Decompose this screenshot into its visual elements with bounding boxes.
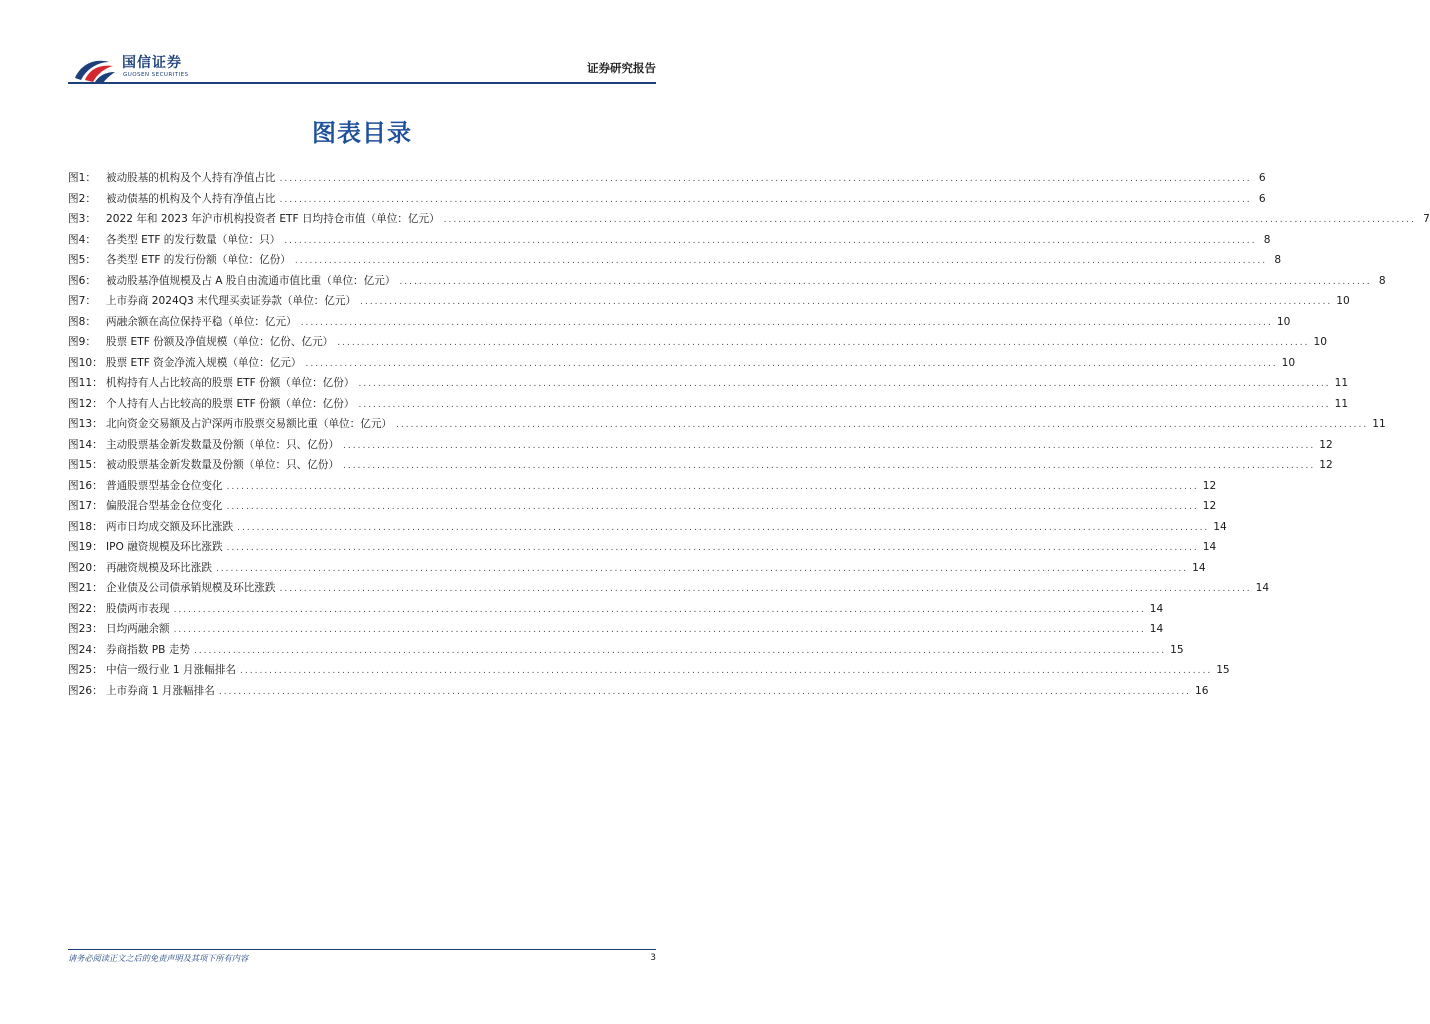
toc-entry[interactable] [68,271,1386,292]
toc-entry-number: 图10： [68,356,103,369]
toc-entry[interactable] [68,599,1164,620]
toc-entry-page: 14 [1192,561,1206,574]
toc-entry-title: 两市日均成交额及环比涨跌 [106,520,234,533]
toc-entry-title: 北向资金交易额及占沪深两市股票交易额比重（单位：亿元） [106,418,393,430]
toc-entry-page: 15 [1216,664,1230,676]
toc-entry-title: 上市券商 2024Q3 末代理买卖证券款（单位：亿元） [106,295,357,307]
toc-entry[interactable] [68,209,1430,230]
toc-entry-title: 被动股票基金新发数量及份额（单位：只、亿份） [106,459,340,471]
toc-entry-number: 图11： [68,377,103,389]
toc-entry-page: 12 [1202,479,1217,492]
toc-entry-number: 图17： [68,500,103,512]
toc-entry[interactable] [68,230,1271,251]
toc-entry-title: IPO 融资规模及环比涨跌 [106,541,223,553]
toc-entry-page: 16 [1195,684,1209,697]
toc-dot-leader: ........................................................................................................................................................................................................ [337,338,1310,348]
toc-dot-leader: ........................................................................................................................................................................................................ [226,481,1199,492]
toc-entry-title: 各类型 ETF 的发行份额（单位：亿份） [106,254,291,266]
toc-dot-leader: ........................................................................................................................................................................................................ [399,276,1372,287]
toc-dot-leader: ........................................................................................................................................................................................................ [279,584,1252,594]
toc-dot-leader: ........................................................................................................................................................................................................ [218,686,1191,697]
toc-entry-title: 券商指数 PB 走势 [106,643,190,656]
toc-entry-title: 中信一级行业 1 月涨幅排名 [106,664,237,676]
toc-dot-leader: ........................................................................................................................................................................................................ [294,256,1268,266]
toc-dot-leader: ........................................................................................................................................................................................................ [343,461,1316,471]
toc-entry-number: 图5： [68,254,96,266]
report-type-label: 证券研究报告 [587,61,656,75]
toc-dot-leader: ........................................................................................................................................................................................................ [215,563,1189,574]
toc-entry-page: 10 [1276,315,1291,328]
toc-entry-title: 机构持有人占比较高的股票 ETF 份额（单位：亿份） [106,377,355,389]
toc-entry-page: 6 [1258,192,1266,205]
toc-entry-page: 10 [1313,336,1327,348]
toc-dot-leader: ........................................................................................................................................................................................................ [358,379,1331,389]
toc-dot-leader: ........................................................................................................................................................................................................ [279,194,1252,205]
toc-entry[interactable] [68,558,1206,579]
toc-entry-number: 图25： [68,664,103,676]
toc-entry[interactable] [68,312,1291,333]
header-divider [68,82,656,84]
toc-entry-number: 图15： [68,459,103,471]
toc-entry-number: 图22： [68,602,103,615]
toc-entry[interactable] [68,476,1217,497]
toc-entry-number: 图3： [68,213,96,225]
toc-entry-number: 图18： [68,520,103,533]
toc-entry[interactable] [68,189,1266,210]
toc-dot-leader: ........................................................................................................................................................................................................ [173,604,1146,615]
toc-entry-page: 6 [1258,172,1266,184]
toc-entry-title: 个人持有人占比较高的股票 ETF 份额（单位：亿份） [106,397,355,410]
toc-entry[interactable] [68,537,1217,558]
toc-entry-page: 12 [1319,438,1333,451]
page-number: 3 [650,953,656,963]
toc-entry-page: 8 [1263,233,1271,246]
toc-entry-title: 被动股基净值规模及占 A 股自由流通市值比重（单位：亿元） [106,274,396,287]
toc-entry-title: 股债两市表现 [106,602,170,615]
toc-entry[interactable] [68,435,1333,456]
toc-entry[interactable] [68,660,1230,681]
toc-dot-leader: ........................................................................................................................................................................................................ [173,625,1146,635]
toc-entry-page: 14 [1213,520,1227,533]
toc-entry[interactable] [68,353,1296,374]
page-header [68,50,656,84]
toc-entry-page: 8 [1378,274,1386,287]
toc-entry[interactable] [68,640,1184,661]
toc-entry-number: 图9： [68,336,96,348]
toc-entry-page: 15 [1170,643,1184,656]
toc-entry[interactable] [68,250,1282,271]
toc-entry-number: 图16： [68,479,103,492]
toc-entry-title: 再融资规模及环比涨跌 [106,561,212,574]
toc-dot-leader: ........................................................................................................................................................................................................ [284,235,1257,246]
toc-entry-number: 图24： [68,643,103,656]
toc-entry-number: 图23： [68,623,103,635]
toc-entry-number: 图6： [68,274,96,287]
toc-entry-title: 企业债及公司债承销规模及环比涨跌 [106,582,276,594]
toc-entry-number: 图12： [68,397,103,410]
brand-name-en: GUOSEN SECURITIES [123,72,189,78]
toc-dot-leader: ........................................................................................................................................................................................................ [343,440,1316,451]
toc-dot-leader: ........................................................................................................................................................................................................ [279,174,1252,184]
disclaimer-note: 请务必阅读正文之后的免责声明及其项下所有内容 [68,953,249,963]
brand-name-cn: 国信证券 [122,55,182,71]
toc-entry[interactable] [68,496,1217,517]
toc-entry-title: 被动债基的机构及个人持有净值占比 [106,192,276,205]
toc-entry-page: 11 [1372,418,1386,430]
toc-entry[interactable] [68,394,1349,415]
toc-entry-title: 普通股票型基金仓位变化 [106,479,223,492]
toc-entry-page: 14 [1255,582,1270,594]
guosen-logo-icon [71,52,117,84]
toc-entry-title: 主动股票基金新发数量及份额（单位：只、亿份） [106,438,340,451]
toc-entry-page: 7 [1423,213,1430,225]
toc-dot-leader: ........................................................................................................................................................................................................ [443,215,1416,225]
toc-entry-number: 图20： [68,561,103,574]
toc-entry-page: 14 [1149,602,1164,615]
toc-entry-page: 14 [1149,623,1164,635]
toc-entry-title: 上市券商 1 月涨幅排名 [106,684,215,697]
toc-entry-page: 11 [1334,377,1349,389]
toc-dot-leader: ........................................................................................................................................................................................................ [240,666,1213,676]
toc-entry-number: 图21： [68,582,103,594]
toc-entry-title: 2022 年和 2023 年沪市机构投资者 ETF 日均持仓市值（单位：亿元） [106,213,440,225]
toc-entry-page: 12 [1202,500,1217,512]
toc-entry-number: 图4： [68,233,96,246]
toc-entry-number: 图19： [68,541,103,553]
toc-entry-title: 两融余额在高位保持平稳（单位：亿元） [106,315,297,328]
toc-entry-number: 图1： [68,172,96,184]
toc-dot-leader: ........................................................................................................................................................................................................ [226,543,1199,553]
toc-entry-title: 股票 ETF 资金净流入规模（单位：亿元） [106,356,302,369]
toc-entry-number: 图2： [68,192,96,205]
toc-entry-page: 10 [1281,356,1296,369]
toc-entry-title: 偏股混合型基金仓位变化 [106,500,223,512]
toc-entry-title: 股票 ETF 份额及净值规模（单位：亿份、亿元） [106,336,334,348]
toc-entry[interactable] [68,373,1349,394]
toc-entry-page: 12 [1319,459,1333,471]
toc-entry-number: 图26： [68,684,103,697]
toc-entry[interactable] [68,414,1386,435]
toc-dot-leader: ........................................................................................................................................................................................................ [305,358,1278,369]
toc-entry-title: 各类型 ETF 的发行数量（单位：只） [106,233,281,246]
toc-entry-page: 8 [1274,254,1282,266]
toc-entry[interactable] [68,455,1333,476]
toc-entry-number: 图14： [68,438,103,451]
toc-dot-leader: ........................................................................................................................................................................................................ [396,420,1369,430]
toc-dot-leader: ........................................................................................................................................................................................................ [193,645,1167,656]
toc-entry-title: 被动股基的机构及个人持有净值占比 [106,172,276,184]
toc-entry-page: 10 [1336,295,1350,307]
footer-divider [68,949,656,950]
toc-entry-number: 图8： [68,315,96,328]
figure-table-of-contents [68,168,1430,701]
toc-entry[interactable] [68,291,1350,312]
toc-entry[interactable] [68,619,1164,640]
toc-entry[interactable] [68,517,1227,538]
toc-dot-leader: ........................................................................................................................................................................................................ [226,502,1199,512]
toc-entry-number: 图13： [68,418,103,430]
toc-dot-leader: ........................................................................................................................................................................................................ [360,297,1333,307]
toc-dot-leader: ........................................................................................................................................................................................................ [358,399,1331,410]
toc-dot-leader: ........................................................................................................................................................................................................ [237,522,1210,533]
page-title: 图表目录 [312,119,412,147]
toc-entry[interactable] [68,578,1270,599]
toc-entry-page: 11 [1334,397,1349,410]
toc-dot-leader: ........................................................................................................................................................................................................ [300,317,1273,328]
toc-entry-title: 日均两融余额 [106,623,170,635]
toc-entry-number: 图7： [68,295,96,307]
toc-entry[interactable] [68,681,1209,702]
toc-entry[interactable] [68,332,1327,353]
toc-entry-page: 14 [1202,541,1217,553]
toc-entry[interactable] [68,168,1266,189]
